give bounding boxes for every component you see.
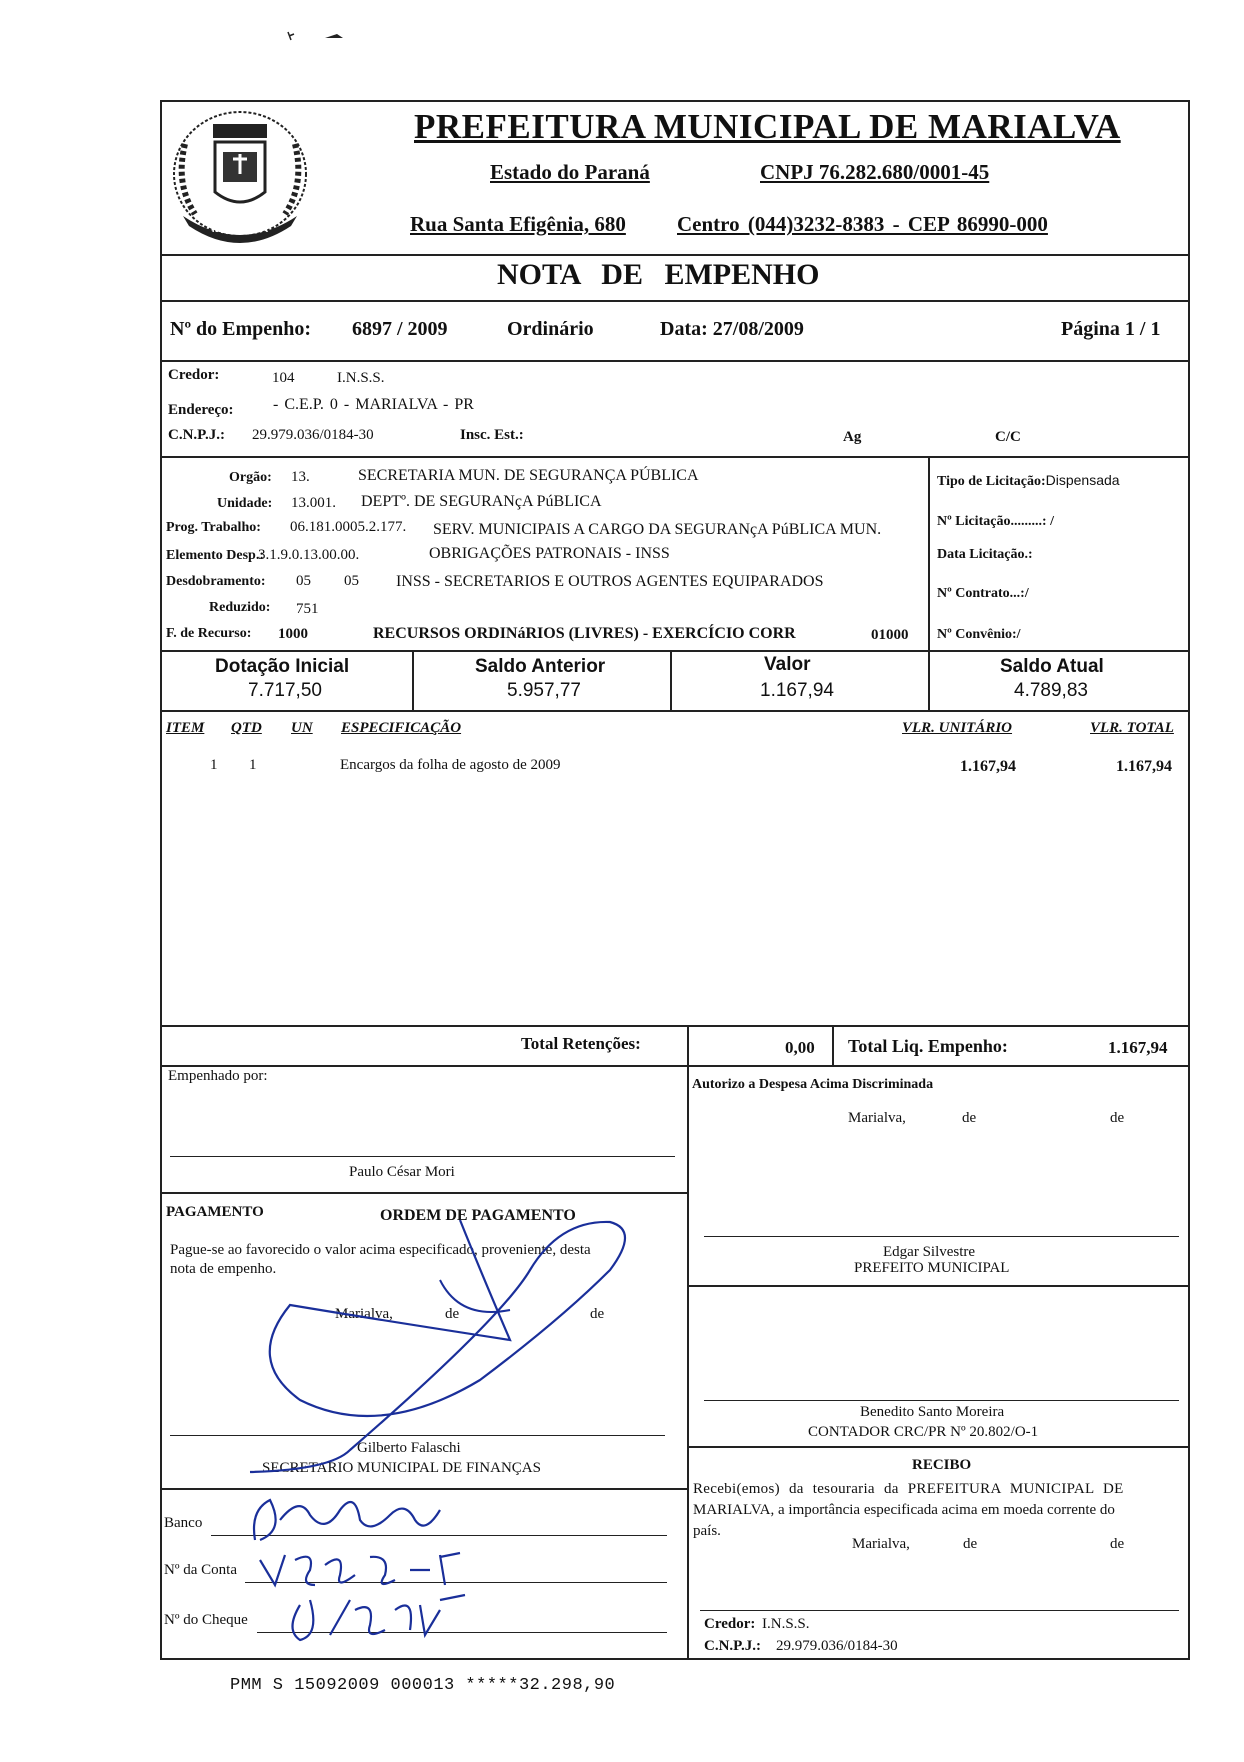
dotacao-label: Dotação Inicial <box>215 656 350 677</box>
empenho-number: 6897 / 2009 <box>352 318 448 340</box>
item-espec: Encargos da folha de agosto de 2009 <box>340 757 561 773</box>
recurso-name: RECURSOS ORDINáRIOS (LIVRES) - EXERCÍCIO CORR <box>373 625 796 642</box>
prog-code: 06.181.0005.2.177. <box>290 519 407 535</box>
recurso-code: 1000 <box>278 626 308 642</box>
empenho-date: Data: 27/08/2009 <box>660 318 804 340</box>
municipal-crest-icon <box>165 104 315 249</box>
numero-convenio: Nº Convênio:/ <box>937 627 1021 642</box>
col-total: VLR. TOTAL <box>1090 720 1174 736</box>
anterior-label: Saldo Anterior <box>475 656 606 677</box>
banco-label: Banco <box>164 1515 203 1531</box>
data-licitacao: Data Licitação.: <box>937 547 1033 562</box>
pagamento-de2: de <box>590 1306 605 1322</box>
recurso-num: 01000 <box>871 627 909 643</box>
unidade-label: Unidade: <box>217 496 273 511</box>
numero-licitacao: Nº Licitação.........: / <box>937 514 1054 529</box>
pagamento-city: Marialva, <box>335 1306 393 1322</box>
conta-label: Nº da Conta <box>164 1562 237 1578</box>
desdob-label: Desdobramento: <box>166 574 266 589</box>
cnpj-label: CNPJ 76.282.680/0001-45 <box>760 160 990 184</box>
prefeito-title: PREFEITO MUNICIPAL <box>854 1260 1010 1276</box>
col-espec: ESPECIFICAÇÃO <box>341 720 462 736</box>
atual-value: 4.789,83 <box>1014 680 1088 701</box>
doc-title: NOTA DE EMPENHO <box>497 258 820 291</box>
empenhado-label: Empenhado por: <box>168 1068 268 1084</box>
cnpj-credor-label: C.N.P.J.: <box>168 427 225 443</box>
recibo-line-1: Recebi(emos) da tesouraria da PREFEITURA MUNICIPAL DE <box>693 1481 1124 1497</box>
ag-label: Ag <box>843 429 862 445</box>
recibo-line-2: MARIALVA, a importância especificada acima em moeda corrente do <box>693 1502 1115 1518</box>
endereco-label: Endereço: <box>168 402 234 418</box>
secretario-name: Gilberto Falaschi <box>357 1440 461 1456</box>
pagamento-text-1: Pague-se ao favorecido o valor acima especificado, proveniente, desta <box>170 1242 591 1258</box>
recibo-line-3: país. <box>693 1523 721 1539</box>
autorizo-de2: de <box>1110 1110 1125 1126</box>
retencoes-value: 0,00 <box>785 1038 815 1057</box>
page-number: Página 1 / 1 <box>1061 318 1161 340</box>
liquido-value: 1.167,94 <box>1108 1038 1168 1057</box>
autorizo-de1: de <box>962 1110 977 1126</box>
empenho-number-label: Nº do Empenho: <box>170 318 312 340</box>
state-label: Estado do Paraná <box>490 160 650 184</box>
svg-text:MARIALVA: MARIALVA <box>211 223 269 235</box>
valor-label: Valor <box>764 654 811 675</box>
valor-value: 1.167,94 <box>760 680 834 701</box>
unidade-code: 13.001. <box>291 495 336 511</box>
prog-name: SERV. MUNICIPAIS A CARGO DA SEGURANçA PúBLICA MUN. <box>433 521 882 538</box>
anterior-value: 5.957,77 <box>507 680 581 701</box>
footer-stamp: PMM S 15092009 000013 *****32.298,90 <box>230 1676 616 1695</box>
recibo-label: RECIBO <box>912 1457 972 1473</box>
tipo-licitacao-label: Tipo de Licitação:Dispensada <box>937 472 1120 489</box>
secretario-title: SECRETARIO MUNICIPAL DE FINANÇAS <box>262 1460 541 1476</box>
item-number: 1 <box>210 757 218 773</box>
recibo-de2: de <box>1110 1536 1125 1552</box>
item-qtd: 1 <box>249 757 257 773</box>
ordem-label: ORDEM DE PAGAMENTO <box>380 1207 576 1224</box>
autorizo-label: Autorizo a Despesa Acima Discriminada <box>692 1077 934 1092</box>
recibo-credor-label: Credor: <box>704 1616 756 1632</box>
empenhado-name: Paulo César Mori <box>349 1164 455 1180</box>
recibo-cnpj-label: C.N.P.J.: <box>704 1638 761 1654</box>
desdob-b: 05 <box>344 573 359 589</box>
pagamento-label: PAGAMENTO <box>166 1204 264 1220</box>
empenho-type: Ordinário <box>507 318 594 340</box>
recibo-credor-value: I.N.S.S. <box>762 1616 810 1632</box>
col-unit: VLR. UNITÁRIO <box>902 720 1013 736</box>
reduzido-value: 751 <box>296 601 319 617</box>
desdob-a: 05 <box>296 573 311 589</box>
prog-label: Prog. Trabalho: <box>166 520 261 535</box>
retencoes-label: Total Retenções: <box>521 1034 641 1053</box>
orgao-name: SECRETARIA MUN. DE SEGURANÇA PÚBLICA <box>358 467 699 484</box>
cc-label: C/C <box>995 429 1021 445</box>
stray-mark <box>285 24 355 44</box>
desdob-name: INSS - SECRETARIOS E OUTROS AGENTES EQUIPARADOS <box>396 573 824 590</box>
col-item: ITEM <box>166 720 205 736</box>
cheque-label: Nº do Cheque <box>164 1612 248 1628</box>
prefeito-name: Edgar Silvestre <box>883 1244 976 1260</box>
address-label: Rua Santa Efigênia, 680 <box>410 212 626 236</box>
orgao-label: Orgão: <box>229 470 272 485</box>
recurso-label: F. de Recurso: <box>166 626 252 641</box>
dotacao-value: 7.717,50 <box>248 680 322 701</box>
recibo-de1: de <box>963 1536 978 1552</box>
elemento-label: Elemento Desp.: <box>166 548 264 563</box>
recibo-city: Marialva, <box>852 1536 910 1552</box>
credor-label: Credor: <box>168 367 220 383</box>
autorizo-city: Marialva, <box>848 1110 906 1126</box>
pagamento-text-2: nota de empenho. <box>170 1261 277 1277</box>
item-total: 1.167,94 <box>1116 758 1172 775</box>
item-unit: 1.167,94 <box>960 758 1016 775</box>
atual-label: Saldo Atual <box>1000 656 1104 677</box>
cnpj-credor-value: 29.979.036/0184-30 <box>252 427 374 443</box>
elemento-name: OBRIGAÇÕES PATRONAIS - INSS <box>429 545 670 562</box>
elemento-code: 3.1.9.0.13.00.00. <box>258 547 360 563</box>
contador-name: Benedito Santo Moreira <box>860 1404 1005 1420</box>
recibo-cnpj-value: 29.979.036/0184-30 <box>776 1638 898 1654</box>
reduzido-label: Reduzido: <box>209 600 271 615</box>
contador-title: CONTADOR CRC/PR Nº 20.802/O-1 <box>808 1424 1039 1440</box>
endereco-value: - C.E.P. 0 - MARIALVA - PR <box>273 396 474 413</box>
col-un: UN <box>291 720 313 736</box>
liquido-label: Total Liq. Empenho: <box>848 1036 1008 1056</box>
pagamento-de1: de <box>445 1306 460 1322</box>
col-qtd: QTD <box>231 720 262 736</box>
numero-contrato: Nº Contrato...:/ <box>937 586 1029 601</box>
contact-label: Centro (044)3232-8383 - CEP 86990-000 <box>677 212 1048 236</box>
unidade-name: DEPTº. DE SEGURANçA PúBLICA <box>361 493 602 510</box>
orgao-code: 13. <box>291 469 310 485</box>
page-title: PREFEITURA MUNICIPAL DE MARIALVA <box>414 107 1121 146</box>
credor-name: I.N.S.S. <box>337 370 385 386</box>
insc-est-label: Insc. Est.: <box>460 427 524 443</box>
credor-code: 104 <box>272 370 295 386</box>
